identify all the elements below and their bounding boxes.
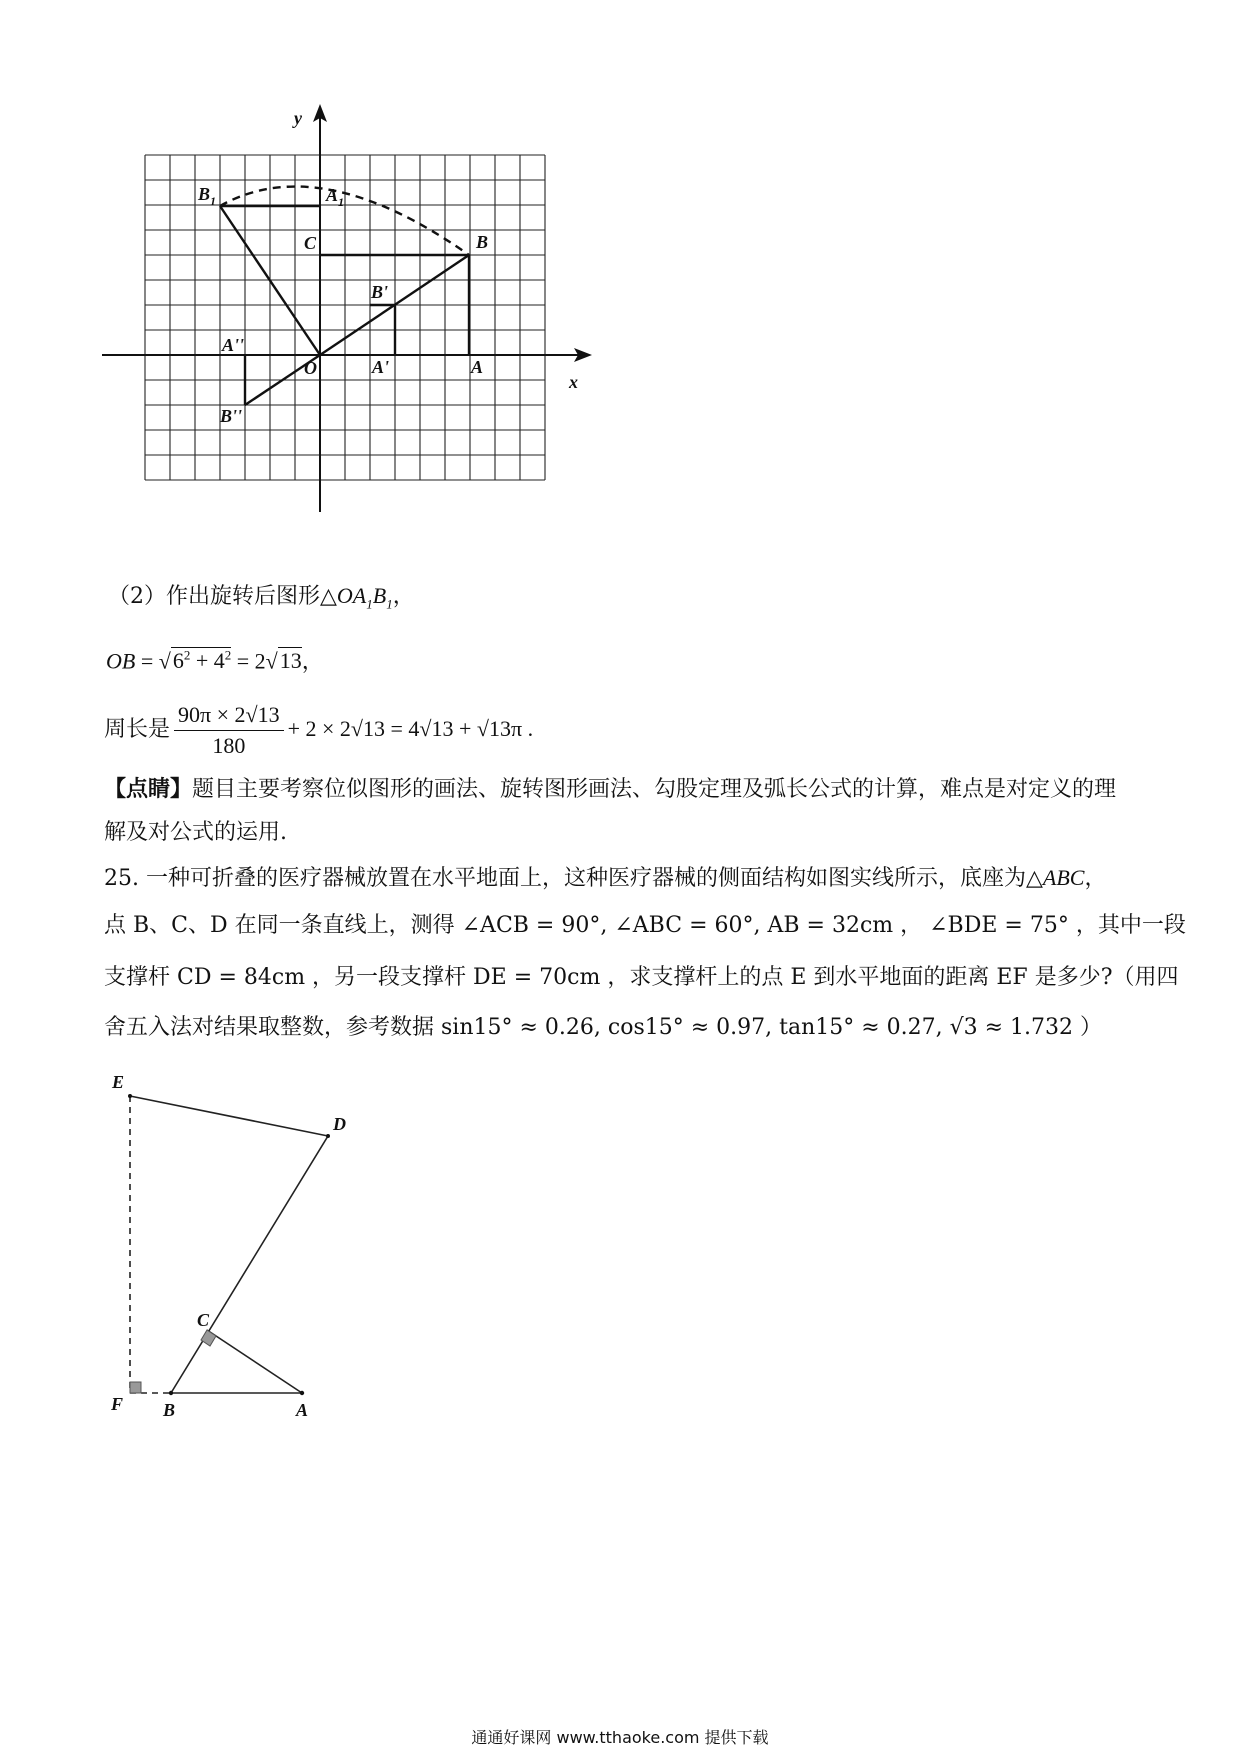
segment-ED: [130, 1096, 328, 1136]
label-y-axis: y: [294, 108, 302, 128]
device-figure: [100, 1060, 370, 1430]
comment-line2: 解及对公式的运用.: [104, 820, 287, 845]
problem25-line1: 25. 一种可折叠的医疗器械放置在水平地面上，这种医疗器械的侧面结构如图实线所示，底座为△ABC，: [104, 865, 1107, 891]
label-B: B: [163, 1400, 176, 1420]
label-C: C: [304, 233, 317, 253]
label-O: O: [304, 358, 317, 378]
part2-math: $OA_1B_1$: [336, 583, 393, 612]
segment-CA: [207, 1330, 302, 1393]
solution-part2: （2）作出旋转后图形$\triangle OA_1B_1$，: [108, 583, 415, 612]
segment-DB: [171, 1136, 328, 1393]
problem25-line4: 舍五入法对结果取整数，参考数据 sin15° ≈ 0.26, cos15° ≈ 0.97, tan15° ≈ 0.27, √3 ≈ 1.732 ）: [104, 1015, 1103, 1040]
label-C: C: [197, 1310, 210, 1330]
label-B1: $B_1$: [198, 184, 217, 208]
coordinate-grid-figure: [100, 100, 600, 520]
label-B-dprime: B'': [220, 406, 243, 426]
perimeter-fraction: $\frac{90\pi \times 2√13}{180}$: [174, 700, 284, 761]
label-A: A: [471, 357, 484, 377]
label-D: D: [333, 1114, 346, 1134]
problem25-line3: 支撑杆 CD = 84cm ，另一段支撑杆 DE = 70cm ，求支撑杆上的点 E 到水平地面的距离 EF 是多少?（用四: [104, 965, 1179, 990]
label-A1: $A_1$: [326, 185, 345, 209]
label-x-axis: x: [569, 372, 578, 392]
label-A: A: [296, 1400, 309, 1420]
right-angle-mark-F: [130, 1382, 141, 1393]
right-angle-mark-C: [201, 1330, 216, 1346]
page-footer: 通通好课网 www.tthaoke.com 提供下载: [471, 1728, 769, 1747]
label-B: B: [476, 232, 489, 252]
comment-line1: 【点睛】题目主要考察位似图形的画法、旋转图形画法、勾股定理及弧长公式的计算，难点是对定义的理: [104, 776, 1117, 802]
perimeter-formula: 周长是 $\frac{90\pi \times 2√13}{180}$ + 2 × 2√13 = 4√13 + √13π .: [104, 697, 533, 762]
label-A-dprime: A'': [222, 335, 245, 355]
label-F: F: [111, 1394, 124, 1414]
label-B-prime: B': [371, 282, 389, 302]
label-A-prime: A': [372, 357, 390, 377]
ob-formula: OB = $√6^2 + 4^2 = 2√13$，: [106, 648, 324, 675]
label-E: E: [112, 1072, 125, 1092]
problem25-line2: 点 B、C、D 在同一条直线上，测得 ∠ACB = 90°, ∠ABC = 60°, AB = 32cm ， ∠BDE = 75° ，其中一段: [104, 913, 1186, 938]
